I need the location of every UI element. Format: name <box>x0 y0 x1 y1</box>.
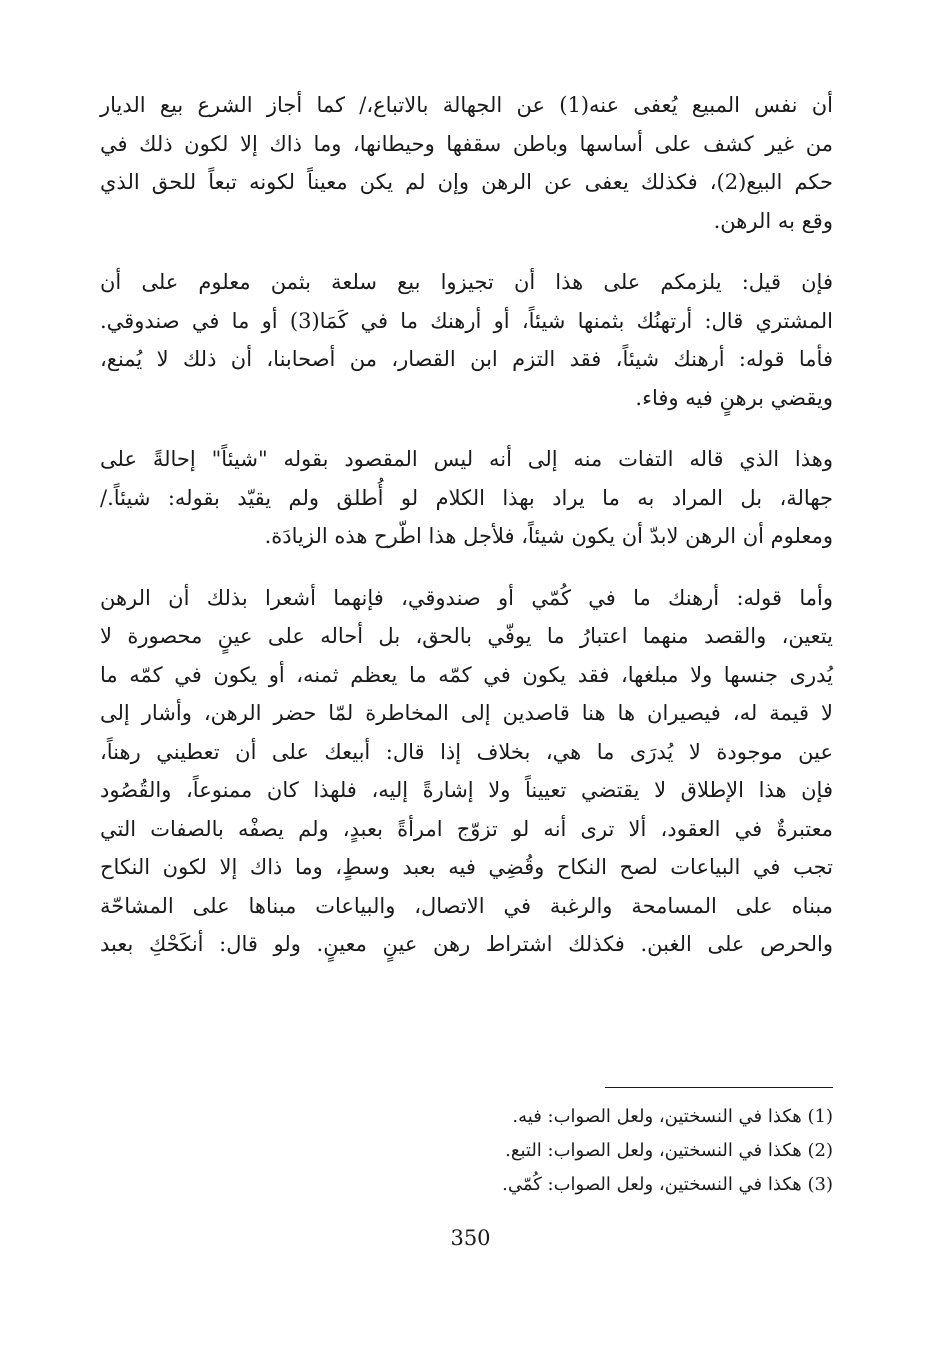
text-line: تجب في البياعات لصح النكاح وقُضِي فيه بعبد وسطٍ، وما ذاك إلا لكون النكاح <box>100 855 833 879</box>
text-line: المشتري قال: أرتهنُك بثمنها شيئاً، أو أرهنك ما في كَمَا(3) أو ما في صندوقي. <box>100 308 834 333</box>
footnote-3: (3) هكذا في النسختين، ولعل الصواب: كُمّي. <box>502 1174 833 1195</box>
text-line: ويقضي برهنٍ فيه وفاء. <box>635 385 833 410</box>
text-line: يُدرى جنسها ولا مبلغها، فقد يكون في كمّه ما يعظم ثمنه، أو يكون في كمّه ما <box>100 662 833 687</box>
text-line: حكم البيع(2)، فكذلك يعفى عن الرهن وإن لم يكن معيناً لكونه تبعاً للحق الذي <box>100 170 833 194</box>
text-line: جهالة، بل المراد به ما يراد بهذا الكلام لو أُطلق ولم يقيّد بقوله: شيئاً./ <box>100 485 833 510</box>
paragraph-4 <box>100 579 833 964</box>
text-line: فإن هذا الإطلاق لا يقتضي تعييناً ولا إشارةً إليه، فلهذا كان ممنوعاً، والقُصُود <box>100 778 833 802</box>
text-line: فأما قوله: أرهنك شيئاً، فقد التزم ابن القصار، من أصحابنا، أن ذلك لا يُمنع، <box>100 347 833 371</box>
paragraph-2 <box>100 263 833 417</box>
text-line: ومعلوم أن الرهن لابدّ أن يكون شيئاً، فلأجل هذا اطّرح هذه الزيادَة. <box>264 524 833 548</box>
text-line: معتبرةٌ في العقود، ألا ترى أنه لو تزوّج امرأةً بعبدٍ، ولم يصفْه بالصفات التي <box>100 816 833 841</box>
text-line: وهذا الذي قاله التفات منه إلى أنه ليس المقصود بقوله "شيئاً" إحالةً على <box>100 447 833 471</box>
main-text <box>100 86 833 987</box>
text-line: عين موجودة لا يُدرَى ما هي، بخلاف إذا قال: أبيعك على أن تعطيني رهناً، <box>100 739 833 764</box>
footnotes <box>333 1100 833 1202</box>
text-line: يتعين، والقصد منهما اعتبارُ ما يوفّي بالحق، بل أحاله على عينٍ محصورة لا <box>100 624 833 648</box>
text-line: فإن قيل: يلزمكم على هذا أن تجيزوا بيع سلعة بثمن معلوم على أن <box>100 270 833 294</box>
paragraph-1 <box>100 86 833 240</box>
footnote-1: (1) هكذا في النسختين، ولعل الصواب: فيه. <box>512 1106 833 1127</box>
text-line: أن نفس المبيع يُعفى عنه(1) عن الجهالة بالاتباع،/ كما أجاز الشرع بيع الديار <box>100 93 833 117</box>
text-line: لا قيمة له، فيصيران ها هنا قاصدين إلى المخاطرة لمّا حضر الرهن، وأشار إلى <box>100 701 833 725</box>
page-number: 350 <box>450 1226 491 1250</box>
paragraph-3 <box>100 440 833 556</box>
text-line: مبناه على المسامحة والرغبة في الاتصال، والبياعات مبناها على المشاحّة <box>100 893 833 918</box>
text-line: وقع به الرهن. <box>713 208 833 233</box>
text-line: من غير كشف على أساسها وباطن سقفها وحيطانها، وما ذاك إلا لكون ذلك في <box>100 131 833 156</box>
text-line: وأما قوله: أرهنك ما في كُمّي أو صندوقي، فإنهما أشعرا بذلك أن الرهن <box>100 585 833 610</box>
text-line: والحرص على الغبن. فكذلك اشتراط رهن عينٍ معينٍ. ولو قال: أنكَحْكِ بعبد <box>100 932 833 956</box>
footnote-2: (2) هكذا في النسختين، ولعل الصواب: التبع. <box>505 1140 833 1161</box>
footnote-divider <box>605 1087 833 1088</box>
